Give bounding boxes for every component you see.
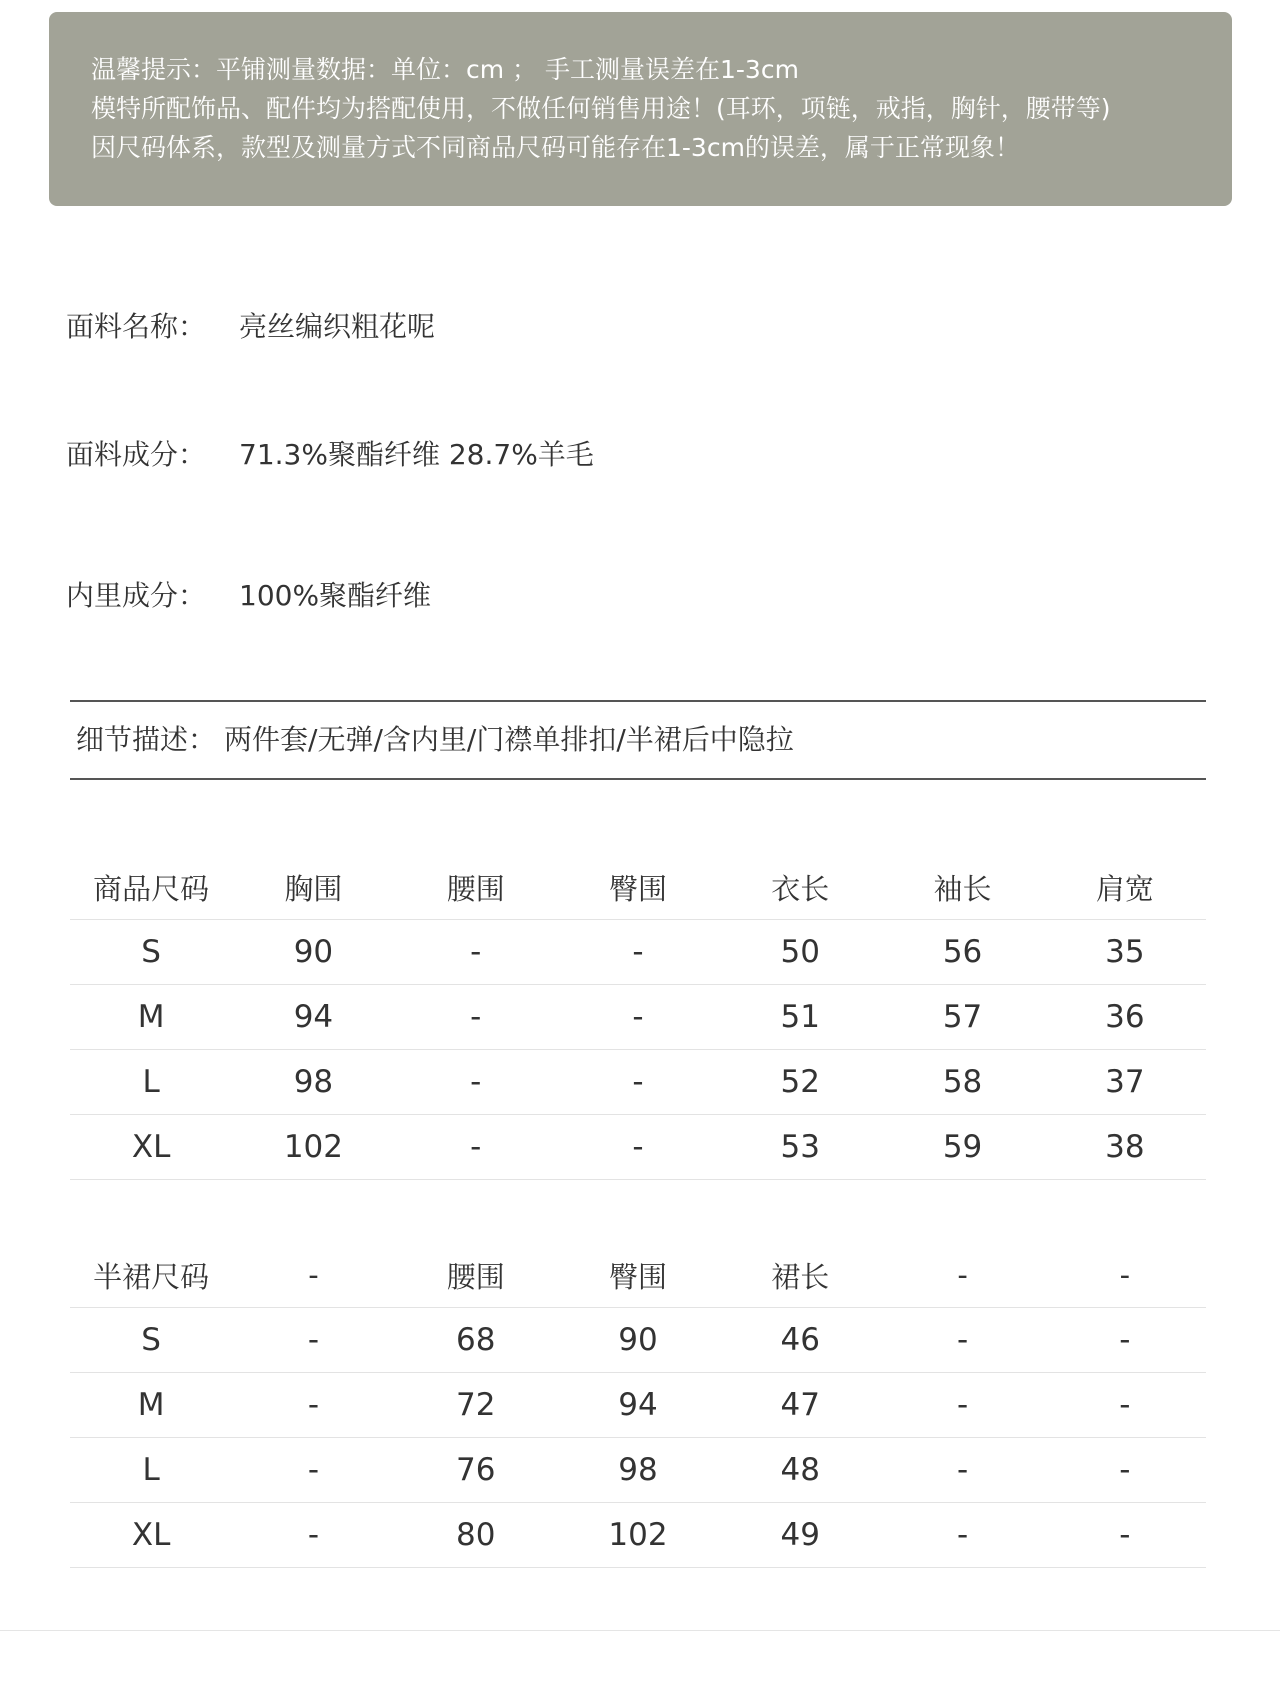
table-cell: 72 bbox=[395, 1373, 557, 1438]
fabric-composition-row bbox=[66, 433, 594, 473]
table-cell: 94 bbox=[232, 985, 394, 1050]
table-cell: 35 bbox=[1044, 920, 1206, 985]
table-cell: 52 bbox=[719, 1050, 881, 1115]
lining-label: 内里成分： bbox=[66, 579, 207, 612]
detail-row bbox=[76, 718, 794, 758]
table-cell: - bbox=[232, 1503, 394, 1568]
table-cell: 98 bbox=[232, 1050, 394, 1115]
header-cell: 臀围 bbox=[557, 855, 719, 920]
table-cell: 37 bbox=[1044, 1050, 1206, 1115]
table-cell: 47 bbox=[719, 1373, 881, 1438]
table-cell: 102 bbox=[232, 1115, 394, 1180]
top-size-table bbox=[70, 855, 1206, 1180]
header-cell: 腰围 bbox=[395, 855, 557, 920]
table-cell: 68 bbox=[395, 1308, 557, 1373]
header-cell: 商品尺码 bbox=[70, 855, 232, 920]
table-cell: 58 bbox=[881, 1050, 1043, 1115]
header-cell: - bbox=[232, 1243, 394, 1308]
table-cell: - bbox=[557, 1050, 719, 1115]
detail-label: 细节描述： bbox=[76, 723, 217, 756]
header-cell: 肩宽 bbox=[1044, 855, 1206, 920]
fabric-name-row bbox=[66, 305, 435, 345]
table-cell: 50 bbox=[719, 920, 881, 985]
table-cell: 48 bbox=[719, 1438, 881, 1503]
table-cell: - bbox=[557, 985, 719, 1050]
table-row bbox=[70, 1115, 1206, 1180]
table-row bbox=[70, 1438, 1206, 1503]
table-cell: 56 bbox=[881, 920, 1043, 985]
notice-line: 模特所配饰品、配件均为搭配使用，不做任何销售用途！(耳环，项链，戒指，胸针，腰带等) bbox=[91, 94, 1111, 123]
table-cell: - bbox=[232, 1308, 394, 1373]
header-cell: 衣长 bbox=[719, 855, 881, 920]
table-cell: 90 bbox=[232, 920, 394, 985]
table-row bbox=[70, 1308, 1206, 1373]
table-cell: - bbox=[881, 1503, 1043, 1568]
table-row bbox=[70, 1503, 1206, 1568]
table-cell: 59 bbox=[881, 1115, 1043, 1180]
detail-value: 两件套/无弹/含内里/门襟单排扣/半裙后中隐拉 bbox=[224, 723, 794, 756]
divider-top bbox=[70, 700, 1206, 702]
table-cell: - bbox=[395, 985, 557, 1050]
table-cell: 102 bbox=[557, 1503, 719, 1568]
table-cell: M bbox=[70, 1373, 232, 1438]
table-cell: 38 bbox=[1044, 1115, 1206, 1180]
table-cell: - bbox=[1044, 1373, 1206, 1438]
header-cell: - bbox=[1044, 1243, 1206, 1308]
table-cell: XL bbox=[70, 1115, 232, 1180]
notice-line: 因尺码体系，款型及测量方式不同商品尺码可能存在1-3cm的误差，属于正常现象！ bbox=[91, 133, 1020, 162]
table-cell: 94 bbox=[557, 1373, 719, 1438]
table-cell: L bbox=[70, 1438, 232, 1503]
table-cell: - bbox=[881, 1438, 1043, 1503]
table-row bbox=[70, 985, 1206, 1050]
table-row bbox=[70, 1373, 1206, 1438]
header-cell: 袖长 bbox=[881, 855, 1043, 920]
table-cell: - bbox=[395, 1115, 557, 1180]
table-cell: 80 bbox=[395, 1503, 557, 1568]
table-cell: - bbox=[232, 1438, 394, 1503]
header-cell: 胸围 bbox=[232, 855, 394, 920]
table-cell: 51 bbox=[719, 985, 881, 1050]
table-cell: - bbox=[557, 1115, 719, 1180]
table-row bbox=[70, 920, 1206, 985]
table-cell: S bbox=[70, 920, 232, 985]
fabric-name-label: 面料名称： bbox=[66, 310, 207, 343]
fabric-composition-label: 面料成分： bbox=[66, 438, 207, 471]
footer-divider bbox=[0, 1630, 1280, 1631]
table-cell: 90 bbox=[557, 1308, 719, 1373]
table-cell: - bbox=[557, 920, 719, 985]
table-cell: 57 bbox=[881, 985, 1043, 1050]
table-cell: M bbox=[70, 985, 232, 1050]
table-cell: 53 bbox=[719, 1115, 881, 1180]
table-cell: 98 bbox=[557, 1438, 719, 1503]
table-cell: - bbox=[1044, 1308, 1206, 1373]
lining-value: 100%聚酯纤维 bbox=[239, 579, 432, 612]
header-cell: 腰围 bbox=[395, 1243, 557, 1308]
table-cell: 36 bbox=[1044, 985, 1206, 1050]
table-cell: 49 bbox=[719, 1503, 881, 1568]
table-cell: S bbox=[70, 1308, 232, 1373]
table-cell: L bbox=[70, 1050, 232, 1115]
header-cell: - bbox=[881, 1243, 1043, 1308]
skirt-size-table bbox=[70, 1243, 1206, 1568]
header-cell: 半裙尺码 bbox=[70, 1243, 232, 1308]
table-cell: - bbox=[1044, 1503, 1206, 1568]
table-cell: 76 bbox=[395, 1438, 557, 1503]
table-cell: - bbox=[881, 1308, 1043, 1373]
table-header-row bbox=[70, 1243, 1206, 1308]
table-cell: - bbox=[1044, 1438, 1206, 1503]
notice-box bbox=[49, 12, 1232, 206]
table-cell: XL bbox=[70, 1503, 232, 1568]
divider-bottom bbox=[70, 778, 1206, 780]
table-cell: - bbox=[232, 1373, 394, 1438]
lining-row bbox=[66, 574, 431, 614]
table-cell: - bbox=[395, 1050, 557, 1115]
table-cell: - bbox=[881, 1373, 1043, 1438]
table-cell: - bbox=[395, 920, 557, 985]
header-cell: 裙长 bbox=[719, 1243, 881, 1308]
fabric-composition-value: 71.3%聚酯纤维 28.7%羊毛 bbox=[239, 438, 594, 471]
notice-line: 温馨提示：平铺测量数据：单位：cm ； 手工测量误差在1-3cm bbox=[91, 55, 799, 84]
table-row bbox=[70, 1050, 1206, 1115]
header-cell: 臀围 bbox=[557, 1243, 719, 1308]
table-cell: 46 bbox=[719, 1308, 881, 1373]
table-header-row bbox=[70, 855, 1206, 920]
fabric-name-value: 亮丝编织粗花呢 bbox=[239, 310, 436, 343]
